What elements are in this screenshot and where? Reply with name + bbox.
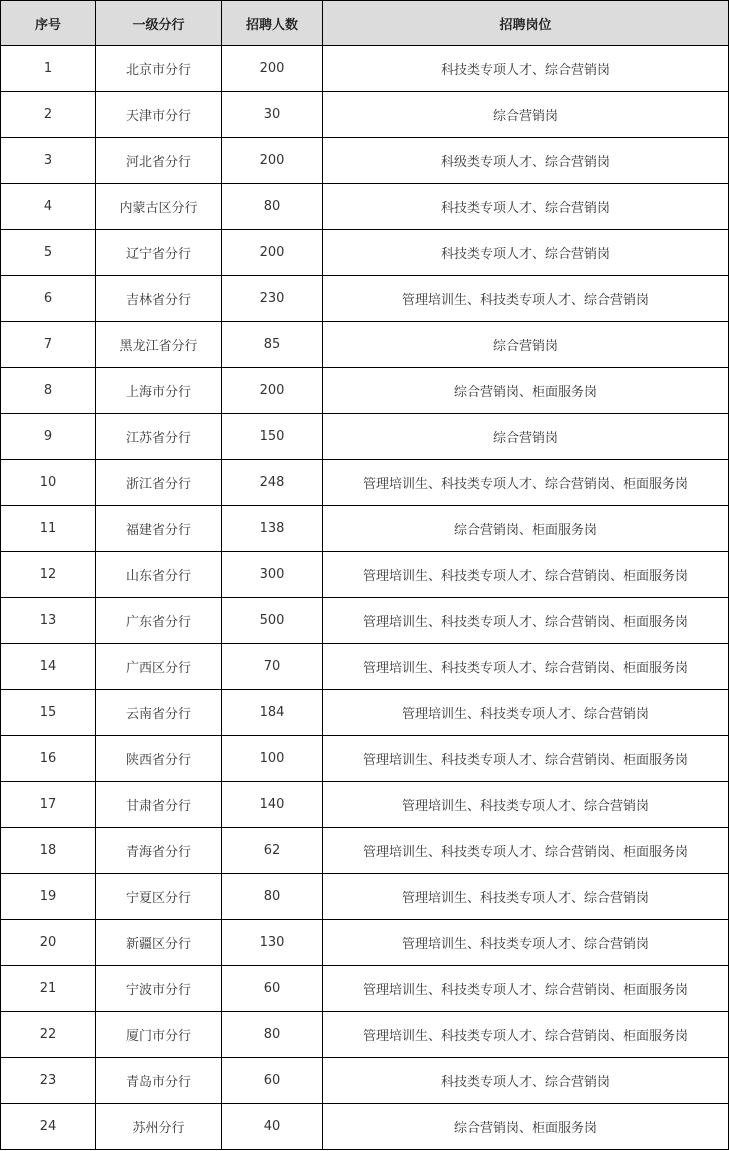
table-row [1,184,729,230]
table-row [1,138,729,184]
cell-positions: 管理培训生、科技类专项人才、综合营销岗、柜面服务岗 [323,460,729,506]
cell-positions: 综合营销岗 [323,414,729,460]
cell-positions: 科技类专项人才、综合营销岗 [323,184,729,230]
cell-branch: 厦门市分行 [96,1012,222,1058]
table-row [1,690,729,736]
table-row [1,46,729,92]
table-row [1,736,729,782]
cell-index: 16 [1,736,96,782]
cell-index: 21 [1,966,96,1012]
cell-branch: 北京市分行 [96,46,222,92]
cell-index: 3 [1,138,96,184]
cell-count: 80 [222,1012,323,1058]
cell-count: 184 [222,690,323,736]
cell-index: 5 [1,230,96,276]
cell-index: 9 [1,414,96,460]
cell-positions: 管理培训生、科技类专项人才、综合营销岗、柜面服务岗 [323,598,729,644]
header-branch: 一级分行 [96,1,222,46]
table-row [1,322,729,368]
cell-count: 150 [222,414,323,460]
cell-count: 230 [222,276,323,322]
cell-branch: 云南省分行 [96,690,222,736]
cell-branch: 河北省分行 [96,138,222,184]
cell-branch: 青海省分行 [96,828,222,874]
cell-positions: 管理培训生、科技类专项人才、综合营销岗、柜面服务岗 [323,736,729,782]
cell-positions: 科技类专项人才、综合营销岗 [323,46,729,92]
cell-positions: 科技类专项人才、综合营销岗 [323,230,729,276]
cell-branch: 陕西省分行 [96,736,222,782]
cell-count: 200 [222,368,323,414]
cell-index: 2 [1,92,96,138]
cell-positions: 综合营销岗 [323,92,729,138]
cell-branch: 吉林省分行 [96,276,222,322]
table-body [1,46,729,1150]
table-row [1,368,729,414]
cell-index: 15 [1,690,96,736]
cell-index: 24 [1,1104,96,1150]
cell-positions: 综合营销岗、柜面服务岗 [323,368,729,414]
cell-count: 200 [222,46,323,92]
cell-index: 18 [1,828,96,874]
cell-positions: 综合营销岗、柜面服务岗 [323,506,729,552]
cell-branch: 黑龙江省分行 [96,322,222,368]
cell-branch: 江苏省分行 [96,414,222,460]
cell-branch: 苏州分行 [96,1104,222,1150]
cell-positions: 管理培训生、科技类专项人才、综合营销岗 [323,782,729,828]
cell-positions: 综合营销岗、柜面服务岗 [323,1104,729,1150]
cell-positions: 管理培训生、科技类专项人才、综合营销岗、柜面服务岗 [323,828,729,874]
cell-count: 140 [222,782,323,828]
cell-count: 60 [222,966,323,1012]
cell-index: 17 [1,782,96,828]
cell-index: 7 [1,322,96,368]
cell-count: 130 [222,920,323,966]
cell-index: 6 [1,276,96,322]
header-count: 招聘人数 [222,1,323,46]
cell-positions: 管理培训生、科技类专项人才、综合营销岗、柜面服务岗 [323,1012,729,1058]
cell-index: 20 [1,920,96,966]
cell-branch: 天津市分行 [96,92,222,138]
cell-count: 200 [222,138,323,184]
cell-branch: 新疆区分行 [96,920,222,966]
cell-count: 80 [222,184,323,230]
cell-branch: 福建省分行 [96,506,222,552]
cell-count: 248 [222,460,323,506]
cell-branch: 辽宁省分行 [96,230,222,276]
cell-index: 11 [1,506,96,552]
table-row [1,966,729,1012]
cell-count: 80 [222,874,323,920]
cell-count: 70 [222,644,323,690]
cell-positions: 管理培训生、科技类专项人才、综合营销岗、柜面服务岗 [323,966,729,1012]
table-row [1,1104,729,1150]
cell-branch: 上海市分行 [96,368,222,414]
cell-positions: 管理培训生、科技类专项人才、综合营销岗 [323,690,729,736]
cell-count: 138 [222,506,323,552]
cell-positions: 管理培训生、科技类专项人才、综合营销岗、柜面服务岗 [323,644,729,690]
cell-branch: 宁波市分行 [96,966,222,1012]
table-row [1,506,729,552]
cell-count: 300 [222,552,323,598]
table-row [1,230,729,276]
cell-count: 60 [222,1058,323,1104]
cell-branch: 内蒙古区分行 [96,184,222,230]
cell-branch: 广东省分行 [96,598,222,644]
table-row [1,598,729,644]
cell-positions: 管理培训生、科技类专项人才、综合营销岗 [323,920,729,966]
table-row [1,874,729,920]
cell-index: 14 [1,644,96,690]
cell-count: 85 [222,322,323,368]
cell-index: 8 [1,368,96,414]
cell-index: 1 [1,46,96,92]
cell-positions: 综合营销岗 [323,322,729,368]
table-row [1,828,729,874]
cell-index: 19 [1,874,96,920]
table-header [1,1,729,46]
table-row [1,1058,729,1104]
cell-count: 30 [222,92,323,138]
cell-positions: 管理培训生、科技类专项人才、综合营销岗、柜面服务岗 [323,552,729,598]
cell-branch: 广西区分行 [96,644,222,690]
cell-index: 12 [1,552,96,598]
table-row [1,920,729,966]
cell-index: 13 [1,598,96,644]
cell-positions: 科技类专项人才、综合营销岗 [323,1058,729,1104]
cell-count: 500 [222,598,323,644]
table-row [1,414,729,460]
header-row [1,1,729,46]
table-row [1,1012,729,1058]
table-row [1,782,729,828]
cell-positions: 管理培训生、科技类专项人才、综合营销岗 [323,276,729,322]
cell-index: 23 [1,1058,96,1104]
cell-branch: 青岛市分行 [96,1058,222,1104]
cell-count: 200 [222,230,323,276]
cell-count: 40 [222,1104,323,1150]
cell-count: 62 [222,828,323,874]
table-row [1,276,729,322]
cell-branch: 甘肃省分行 [96,782,222,828]
cell-branch: 浙江省分行 [96,460,222,506]
header-index: 序号 [1,1,96,46]
table-row [1,460,729,506]
cell-index: 4 [1,184,96,230]
table-row [1,552,729,598]
cell-positions: 管理培训生、科技类专项人才、综合营销岗 [323,874,729,920]
table-row [1,644,729,690]
cell-branch: 山东省分行 [96,552,222,598]
cell-positions: 科级类专项人才、综合营销岗 [323,138,729,184]
cell-index: 22 [1,1012,96,1058]
table-row [1,92,729,138]
header-positions: 招聘岗位 [323,1,729,46]
cell-count: 100 [222,736,323,782]
cell-branch: 宁夏区分行 [96,874,222,920]
cell-index: 10 [1,460,96,506]
